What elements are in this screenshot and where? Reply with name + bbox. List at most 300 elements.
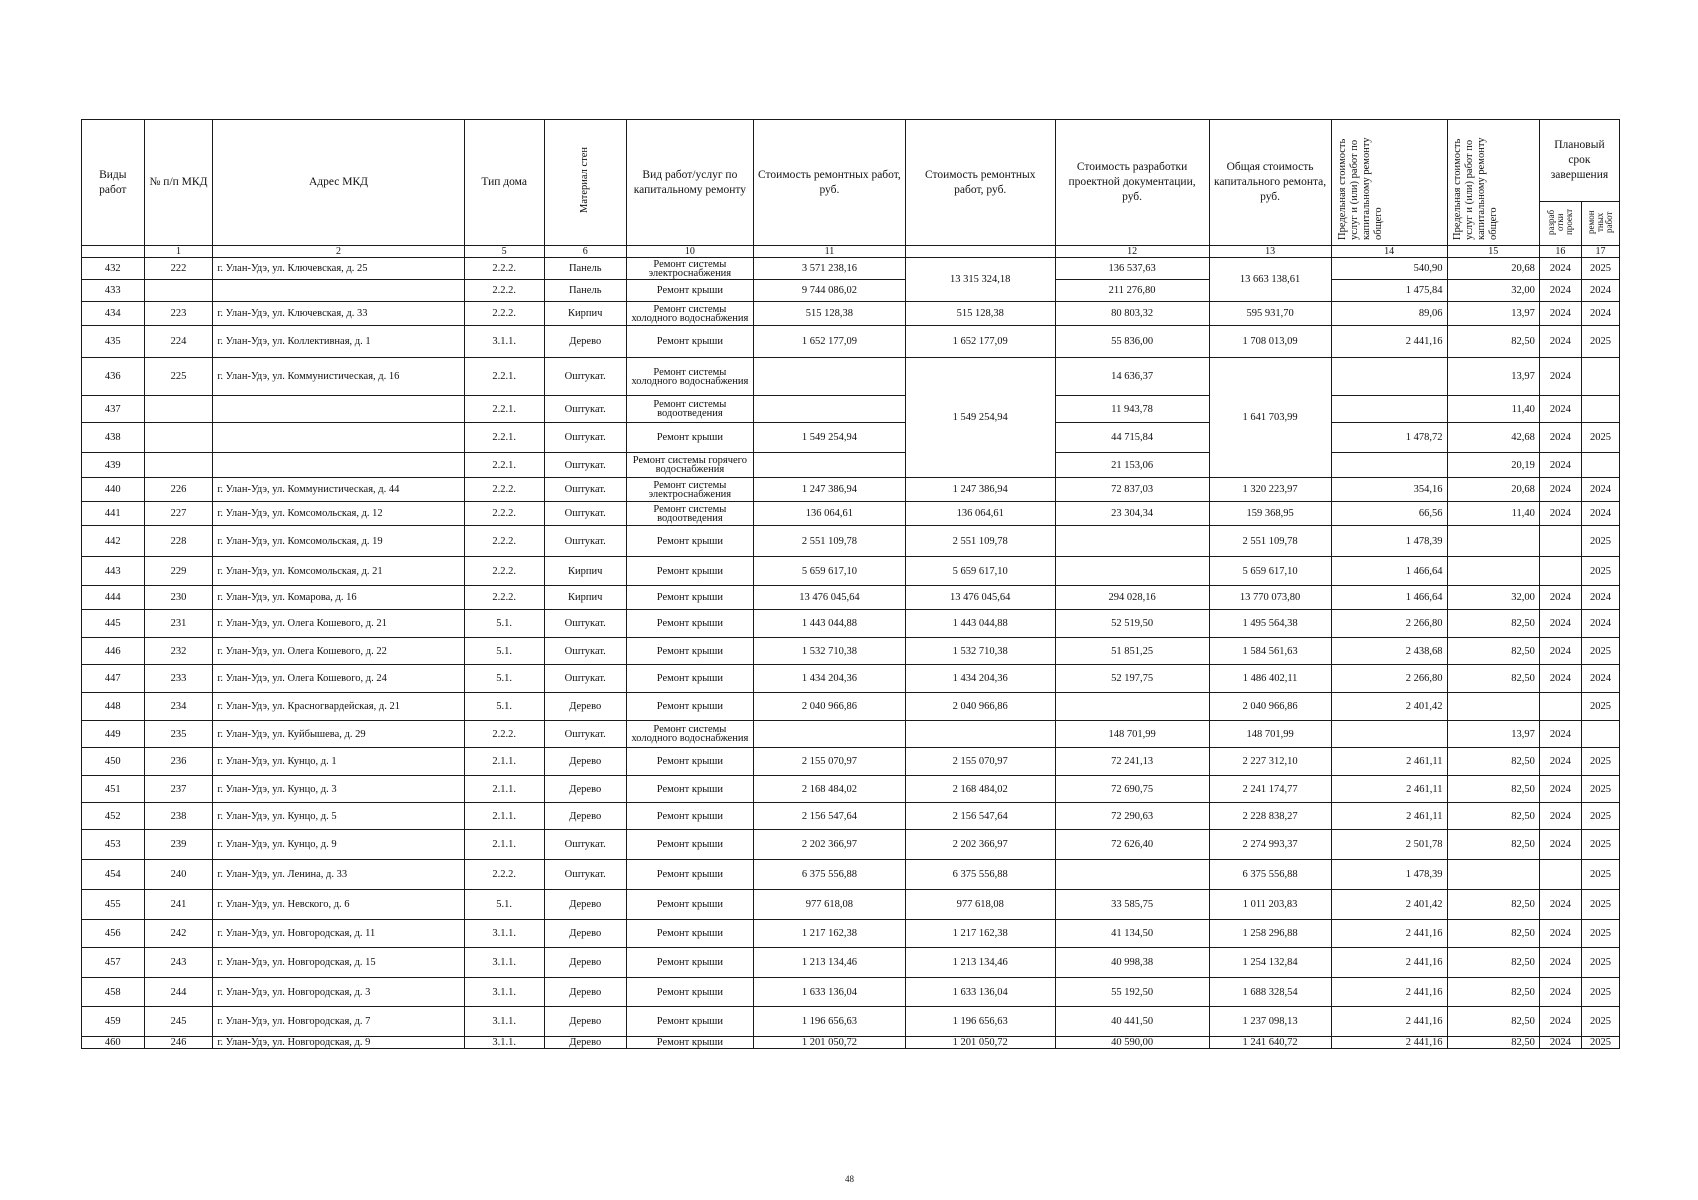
table-row	[82, 396, 1620, 423]
header-wall-material: Материал стен	[544, 120, 626, 246]
table-row	[82, 1007, 1620, 1037]
wall-material-cell: Дерево	[544, 978, 626, 1007]
work-type-cell: Ремонт крыши	[626, 948, 753, 978]
wall-material-cell: Кирпич	[544, 557, 626, 586]
repair-cost-cell: 1 201 050,72	[753, 1037, 905, 1049]
work-type-cell: Ремонт крыши	[626, 776, 753, 803]
project-cost-cell: 55 836,00	[1055, 326, 1209, 358]
wall-material-cell: Оштукат.	[544, 665, 626, 693]
repair-cost-total-cell: 1 434 204,36	[905, 665, 1055, 693]
mkd-number-cell: 241	[144, 890, 213, 920]
mkd-number-cell: 242	[144, 920, 213, 948]
limit-cost-2-cell: 13,97	[1447, 358, 1539, 396]
limit-cost-1-cell: 2 461,11	[1331, 776, 1447, 803]
work-kind-cell: 454	[82, 860, 145, 890]
house-type-cell: 2.2.2.	[464, 502, 544, 526]
mkd-number-cell: 237	[144, 776, 213, 803]
repair-year-cell: 2025	[1581, 748, 1619, 776]
project-cost-cell: 52 197,75	[1055, 665, 1209, 693]
address-cell: г. Улан-Удэ, ул. Новгородская, д. 7	[213, 1007, 464, 1037]
table-row	[82, 280, 1620, 302]
total-cost-cell: 1 254 132,84	[1209, 948, 1331, 978]
house-type-cell: 3.1.1.	[464, 948, 544, 978]
repair-cost-cell: 6 375 556,88	[753, 860, 905, 890]
work-kind-cell: 436	[82, 358, 145, 396]
limit-cost-1-cell: 1 466,64	[1331, 586, 1447, 610]
project-year-cell: 2024	[1539, 948, 1581, 978]
work-kind-cell: 457	[82, 948, 145, 978]
project-cost-cell: 51 851,25	[1055, 638, 1209, 665]
work-type-cell: Ремонт крыши	[626, 830, 753, 860]
table-row	[82, 860, 1620, 890]
limit-cost-1-cell	[1331, 396, 1447, 423]
mkd-number-cell	[144, 280, 213, 302]
house-type-cell: 5.1.	[464, 665, 544, 693]
repair-year-cell: 2025	[1581, 423, 1619, 453]
project-cost-cell	[1055, 557, 1209, 586]
repair-cost-cell: 1 213 134,46	[753, 948, 905, 978]
repair-cost-cell: 1 633 136,04	[753, 978, 905, 1007]
work-kind-cell: 450	[82, 748, 145, 776]
repair-cost-total-cell: 2 202 366,97	[905, 830, 1055, 860]
limit-cost-1-cell	[1331, 721, 1447, 748]
repair-cost-total-cell: 2 040 966,86	[905, 693, 1055, 721]
project-cost-cell: 148 701,99	[1055, 721, 1209, 748]
mkd-number-cell	[144, 423, 213, 453]
colnum: 11	[753, 246, 905, 258]
house-type-cell: 2.2.2.	[464, 526, 544, 557]
project-year-cell: 2024	[1539, 776, 1581, 803]
project-year-cell: 2024	[1539, 302, 1581, 326]
limit-cost-2-cell: 82,50	[1447, 920, 1539, 948]
repair-year-cell: 2024	[1581, 502, 1619, 526]
colnum: 17	[1581, 246, 1619, 258]
wall-material-cell: Дерево	[544, 1007, 626, 1037]
colnum: 5	[464, 246, 544, 258]
work-kind-cell: 448	[82, 693, 145, 721]
address-cell: г. Улан-Удэ, ул. Ключевская, д. 33	[213, 302, 464, 326]
repair-cost-cell: 2 156 547,64	[753, 803, 905, 830]
repair-cost-cell: 2 551 109,78	[753, 526, 905, 557]
limit-cost-1-cell: 1 478,72	[1331, 423, 1447, 453]
limit-cost-2-cell: 13,97	[1447, 302, 1539, 326]
repair-cost-total-cell: 6 375 556,88	[905, 860, 1055, 890]
work-type-cell: Ремонт крыши	[626, 890, 753, 920]
total-cost-cell: 159 368,95	[1209, 502, 1331, 526]
repair-cost-cell: 2 168 484,02	[753, 776, 905, 803]
wall-material-cell: Дерево	[544, 1037, 626, 1049]
repair-cost-cell: 1 549 254,94	[753, 423, 905, 453]
limit-cost-1-cell: 1 478,39	[1331, 860, 1447, 890]
colnum: 15	[1447, 246, 1539, 258]
address-cell: г. Улан-Удэ, ул. Невского, д. 6	[213, 890, 464, 920]
project-cost-cell: 41 134,50	[1055, 920, 1209, 948]
mkd-number-cell: 225	[144, 358, 213, 396]
mkd-number-cell: 244	[144, 978, 213, 1007]
table-row	[82, 258, 1620, 280]
address-cell: г. Улан-Удэ, ул. Ленина, д. 33	[213, 860, 464, 890]
project-cost-cell: 21 153,06	[1055, 453, 1209, 478]
work-type-cell: Ремонт крыши	[626, 326, 753, 358]
total-cost-cell: 5 659 617,10	[1209, 557, 1331, 586]
table-row	[82, 358, 1620, 396]
work-kind-cell: 444	[82, 586, 145, 610]
house-type-cell: 3.1.1.	[464, 326, 544, 358]
total-cost-cell: 6 375 556,88	[1209, 860, 1331, 890]
repair-cost-total-cell: 2 156 547,64	[905, 803, 1055, 830]
repair-cost-cell	[753, 358, 905, 396]
work-type-cell: Ремонт крыши	[626, 557, 753, 586]
table-row	[82, 920, 1620, 948]
house-type-cell: 5.1.	[464, 890, 544, 920]
capital-repair-table	[81, 119, 1620, 1049]
total-cost-cell: 1 237 098,13	[1209, 1007, 1331, 1037]
project-cost-cell: 11 943,78	[1055, 396, 1209, 423]
limit-cost-2-cell: 82,50	[1447, 978, 1539, 1007]
table-row	[82, 526, 1620, 557]
work-type-cell: Ремонт крыши	[626, 978, 753, 1007]
mkd-number-cell: 226	[144, 478, 213, 502]
house-type-cell: 3.1.1.	[464, 1007, 544, 1037]
repair-year-cell: 2025	[1581, 557, 1619, 586]
work-kind-cell: 440	[82, 478, 145, 502]
limit-cost-2-cell: 82,50	[1447, 890, 1539, 920]
repair-cost-cell: 1 196 656,63	[753, 1007, 905, 1037]
house-type-cell: 5.1.	[464, 693, 544, 721]
colnum: 12	[1055, 246, 1209, 258]
wall-material-cell: Оштукат.	[544, 830, 626, 860]
repair-year-cell: 2025	[1581, 860, 1619, 890]
total-cost-cell: 1 258 296,88	[1209, 920, 1331, 948]
limit-cost-2-cell: 32,00	[1447, 586, 1539, 610]
total-cost-cell: 595 931,70	[1209, 302, 1331, 326]
project-cost-cell: 23 304,34	[1055, 502, 1209, 526]
project-year-cell: 2024	[1539, 721, 1581, 748]
project-cost-cell: 211 276,80	[1055, 280, 1209, 302]
work-type-cell: Ремонт крыши	[626, 1037, 753, 1049]
limit-cost-2-cell: 42,68	[1447, 423, 1539, 453]
wall-material-cell: Панель	[544, 258, 626, 280]
project-cost-cell: 55 192,50	[1055, 978, 1209, 1007]
colnum	[905, 246, 1055, 258]
wall-material-cell: Дерево	[544, 890, 626, 920]
work-kind-cell: 441	[82, 502, 145, 526]
table-row	[82, 610, 1620, 638]
table-row	[82, 302, 1620, 326]
address-cell: г. Улан-Удэ, ул. Олега Кошевого, д. 22	[213, 638, 464, 665]
repair-year-cell: 2025	[1581, 526, 1619, 557]
header-limit-cost-1: Предельная стоимость услуг и (или) работ по капитальному ремонту общего	[1331, 120, 1447, 246]
header-repair-cost-total: Стоимость ремонтных работ, руб.	[905, 120, 1055, 246]
limit-cost-2-cell: 32,00	[1447, 280, 1539, 302]
address-cell: г. Улан-Удэ, ул. Новгородская, д. 9	[213, 1037, 464, 1049]
mkd-number-cell: 239	[144, 830, 213, 860]
table-row	[82, 478, 1620, 502]
table-row	[82, 423, 1620, 453]
address-cell: г. Улан-Удэ, ул. Кунцо, д. 5	[213, 803, 464, 830]
work-kind-cell: 435	[82, 326, 145, 358]
limit-cost-2-cell: 82,50	[1447, 1037, 1539, 1049]
table-row	[82, 948, 1620, 978]
project-year-cell	[1539, 526, 1581, 557]
work-type-cell: Ремонт системы холодного водоснабжения	[626, 358, 753, 396]
limit-cost-1-cell: 2 401,42	[1331, 693, 1447, 721]
repair-cost-cell: 3 571 238,16	[753, 258, 905, 280]
house-type-cell: 2.2.2.	[464, 280, 544, 302]
mkd-number-cell: 243	[144, 948, 213, 978]
project-year-cell: 2024	[1539, 920, 1581, 948]
table-row	[82, 803, 1620, 830]
repair-cost-total-cell: 1 443 044,88	[905, 610, 1055, 638]
house-type-cell: 3.1.1.	[464, 1037, 544, 1049]
mkd-number-cell: 228	[144, 526, 213, 557]
repair-year-cell: 2025	[1581, 920, 1619, 948]
table-body	[82, 258, 1620, 1049]
mkd-number-cell: 234	[144, 693, 213, 721]
repair-cost-total-cell: 13 476 045,64	[905, 586, 1055, 610]
work-type-cell: Ремонт системы холодного водоснабжения	[626, 302, 753, 326]
project-year-cell: 2024	[1539, 586, 1581, 610]
repair-cost-total-cell: 136 064,61	[905, 502, 1055, 526]
header-row	[82, 120, 1620, 202]
mkd-number-cell: 224	[144, 326, 213, 358]
limit-cost-2-cell: 82,50	[1447, 776, 1539, 803]
table-row	[82, 890, 1620, 920]
repair-cost-total-cell: 1 652 177,09	[905, 326, 1055, 358]
mkd-number-cell: 245	[144, 1007, 213, 1037]
project-cost-cell: 40 590,00	[1055, 1037, 1209, 1049]
table-row	[82, 557, 1620, 586]
limit-cost-2-cell	[1447, 693, 1539, 721]
colnum: 2	[213, 246, 464, 258]
repair-cost-total-cell: 1 217 162,38	[905, 920, 1055, 948]
table-row	[82, 721, 1620, 748]
address-cell: г. Улан-Удэ, ул. Коммунистическая, д. 16	[213, 358, 464, 396]
wall-material-cell: Оштукат.	[544, 423, 626, 453]
work-kind-cell: 442	[82, 526, 145, 557]
address-cell: г. Улан-Удэ, ул. Куйбышева, д. 29	[213, 721, 464, 748]
address-cell: г. Улан-Удэ, ул. Олега Кошевого, д. 21	[213, 610, 464, 638]
address-cell: г. Улан-Удэ, ул. Кунцо, д. 9	[213, 830, 464, 860]
work-kind-cell: 439	[82, 453, 145, 478]
total-cost-cell: 1 011 203,83	[1209, 890, 1331, 920]
total-cost-cell: 2 551 109,78	[1209, 526, 1331, 557]
colnum	[82, 246, 145, 258]
house-type-cell: 2.2.2.	[464, 302, 544, 326]
limit-cost-1-cell: 354,16	[1331, 478, 1447, 502]
total-cost-cell: 1 495 564,38	[1209, 610, 1331, 638]
limit-cost-1-cell: 2 441,16	[1331, 326, 1447, 358]
repair-cost-cell: 1 443 044,88	[753, 610, 905, 638]
project-cost-cell: 294 028,16	[1055, 586, 1209, 610]
total-cost-cell: 1 241 640,72	[1209, 1037, 1331, 1049]
address-cell: г. Улан-Удэ, ул. Комсомольская, д. 12	[213, 502, 464, 526]
address-cell: г. Улан-Удэ, ул. Красногвардейская, д. 21	[213, 693, 464, 721]
house-type-cell: 2.2.2.	[464, 586, 544, 610]
address-cell	[213, 396, 464, 423]
repair-cost-cell: 136 064,61	[753, 502, 905, 526]
project-year-cell: 2024	[1539, 978, 1581, 1007]
table-row	[82, 586, 1620, 610]
house-type-cell: 2.2.2.	[464, 258, 544, 280]
address-cell: г. Улан-Удэ, ул. Новгородская, д. 3	[213, 978, 464, 1007]
wall-material-cell: Оштукат.	[544, 453, 626, 478]
address-cell: г. Улан-Удэ, ул. Комсомольская, д. 21	[213, 557, 464, 586]
header-mkd-number: № п/п МКД	[144, 120, 213, 246]
project-cost-cell: 14 636,37	[1055, 358, 1209, 396]
limit-cost-2-cell: 11,40	[1447, 396, 1539, 423]
repair-cost-total-cell: 515 128,38	[905, 302, 1055, 326]
repair-cost-total-cell	[905, 721, 1055, 748]
wall-material-cell: Дерево	[544, 803, 626, 830]
limit-cost-2-cell: 82,50	[1447, 803, 1539, 830]
repair-cost-cell: 1 434 204,36	[753, 665, 905, 693]
project-cost-cell: 72 626,40	[1055, 830, 1209, 860]
header-work-type: Вид работ/услуг по капитальному ремонту	[626, 120, 753, 246]
limit-cost-1-cell: 1 475,84	[1331, 280, 1447, 302]
repair-cost-total-cell: 1 196 656,63	[905, 1007, 1055, 1037]
mkd-number-cell	[144, 396, 213, 423]
table-row	[82, 502, 1620, 526]
project-cost-cell: 72 837,03	[1055, 478, 1209, 502]
work-kind-cell: 432	[82, 258, 145, 280]
work-kind-cell: 458	[82, 978, 145, 1007]
project-cost-cell	[1055, 860, 1209, 890]
work-type-cell: Ремонт крыши	[626, 610, 753, 638]
table-row	[82, 326, 1620, 358]
limit-cost-1-cell: 2 266,80	[1331, 610, 1447, 638]
table-row	[82, 665, 1620, 693]
project-year-cell: 2024	[1539, 258, 1581, 280]
repair-year-cell: 2025	[1581, 1007, 1619, 1037]
header-work-kind: Виды работ	[82, 120, 145, 246]
repair-year-cell: 2024	[1581, 302, 1619, 326]
mkd-number-cell: 240	[144, 860, 213, 890]
limit-cost-2-cell: 20,68	[1447, 258, 1539, 280]
total-cost-cell: 2 040 966,86	[1209, 693, 1331, 721]
project-cost-cell: 40 998,38	[1055, 948, 1209, 978]
project-cost-cell: 44 715,84	[1055, 423, 1209, 453]
repair-year-cell: 2025	[1581, 948, 1619, 978]
limit-cost-2-cell: 82,50	[1447, 638, 1539, 665]
repair-year-cell: 2024	[1581, 478, 1619, 502]
work-type-cell: Ремонт системы водоотведения	[626, 396, 753, 423]
repair-year-cell: 2025	[1581, 776, 1619, 803]
limit-cost-1-cell: 2 461,11	[1331, 748, 1447, 776]
house-type-cell: 2.1.1.	[464, 830, 544, 860]
work-type-cell: Ремонт крыши	[626, 423, 753, 453]
repair-cost-total-cell: 1 633 136,04	[905, 978, 1055, 1007]
limit-cost-2-cell: 82,50	[1447, 326, 1539, 358]
repair-year-cell: 2024	[1581, 280, 1619, 302]
wall-material-cell: Оштукат.	[544, 860, 626, 890]
work-type-cell: Ремонт системы водоотведения	[626, 502, 753, 526]
limit-cost-1-cell: 2 441,16	[1331, 920, 1447, 948]
repair-cost-total-cell: 2 155 070,97	[905, 748, 1055, 776]
repair-cost-cell: 2 202 366,97	[753, 830, 905, 860]
wall-material-cell: Оштукат.	[544, 478, 626, 502]
mkd-number-cell	[144, 453, 213, 478]
total-cost-cell: 2 274 993,37	[1209, 830, 1331, 860]
work-kind-cell: 443	[82, 557, 145, 586]
table-row	[82, 830, 1620, 860]
repair-year-cell: 2025	[1581, 258, 1619, 280]
page-number: 48	[845, 1174, 854, 1184]
repair-cost-cell	[753, 721, 905, 748]
repair-cost-total-cell: 1 549 254,94	[905, 358, 1055, 478]
address-cell: г. Улан-Удэ, ул. Коммунистическая, д. 44	[213, 478, 464, 502]
project-year-cell: 2024	[1539, 326, 1581, 358]
mkd-number-cell: 231	[144, 610, 213, 638]
total-cost-cell: 1 486 402,11	[1209, 665, 1331, 693]
repair-year-cell: 2025	[1581, 326, 1619, 358]
work-type-cell: Ремонт крыши	[626, 748, 753, 776]
house-type-cell: 5.1.	[464, 638, 544, 665]
house-type-cell: 2.2.2.	[464, 478, 544, 502]
work-kind-cell: 452	[82, 803, 145, 830]
colnum: 1	[144, 246, 213, 258]
address-cell: г. Улан-Удэ, ул. Олега Кошевого, д. 24	[213, 665, 464, 693]
limit-cost-1-cell: 2 441,16	[1331, 978, 1447, 1007]
project-year-cell: 2024	[1539, 453, 1581, 478]
mkd-number-cell: 246	[144, 1037, 213, 1049]
colnum: 6	[544, 246, 626, 258]
work-type-cell: Ремонт крыши	[626, 526, 753, 557]
repair-year-cell: 2025	[1581, 978, 1619, 1007]
header-project-deadline: разраб отки проект	[1539, 201, 1581, 245]
limit-cost-1-cell: 2 401,42	[1331, 890, 1447, 920]
repair-year-cell	[1581, 453, 1619, 478]
wall-material-cell: Оштукат.	[544, 502, 626, 526]
limit-cost-2-cell: 20,19	[1447, 453, 1539, 478]
project-year-cell: 2024	[1539, 1007, 1581, 1037]
address-cell: г. Улан-Удэ, ул. Комсомольская, д. 19	[213, 526, 464, 557]
limit-cost-1-cell: 2 441,16	[1331, 948, 1447, 978]
work-type-cell: Ремонт крыши	[626, 638, 753, 665]
repair-cost-total-cell: 1 213 134,46	[905, 948, 1055, 978]
limit-cost-1-cell: 1 478,39	[1331, 526, 1447, 557]
limit-cost-2-cell	[1447, 557, 1539, 586]
wall-material-cell: Дерево	[544, 748, 626, 776]
limit-cost-1-cell: 2 438,68	[1331, 638, 1447, 665]
project-cost-cell: 80 803,32	[1055, 302, 1209, 326]
project-year-cell: 2024	[1539, 803, 1581, 830]
wall-material-cell: Оштукат.	[544, 721, 626, 748]
work-type-cell: Ремонт системы электроснабжения	[626, 478, 753, 502]
repair-year-cell	[1581, 721, 1619, 748]
work-type-cell: Ремонт крыши	[626, 693, 753, 721]
limit-cost-1-cell: 2 441,16	[1331, 1007, 1447, 1037]
total-cost-cell: 1 584 561,63	[1209, 638, 1331, 665]
work-kind-cell: 434	[82, 302, 145, 326]
repair-year-cell: 2025	[1581, 830, 1619, 860]
project-cost-cell	[1055, 526, 1209, 557]
header-planned-deadline: Плановый срок завершения	[1539, 120, 1619, 202]
wall-material-cell: Дерево	[544, 693, 626, 721]
work-kind-cell: 460	[82, 1037, 145, 1049]
project-year-cell: 2024	[1539, 1037, 1581, 1049]
table-row	[82, 638, 1620, 665]
address-cell: г. Улан-Удэ, ул. Кунцо, д. 1	[213, 748, 464, 776]
project-cost-cell: 72 241,13	[1055, 748, 1209, 776]
header-house-type: Тип дома	[464, 120, 544, 246]
mkd-number-cell: 236	[144, 748, 213, 776]
address-cell	[213, 280, 464, 302]
work-type-cell: Ремонт крыши	[626, 860, 753, 890]
repair-cost-cell: 2 040 966,86	[753, 693, 905, 721]
work-kind-cell: 455	[82, 890, 145, 920]
project-year-cell: 2024	[1539, 610, 1581, 638]
